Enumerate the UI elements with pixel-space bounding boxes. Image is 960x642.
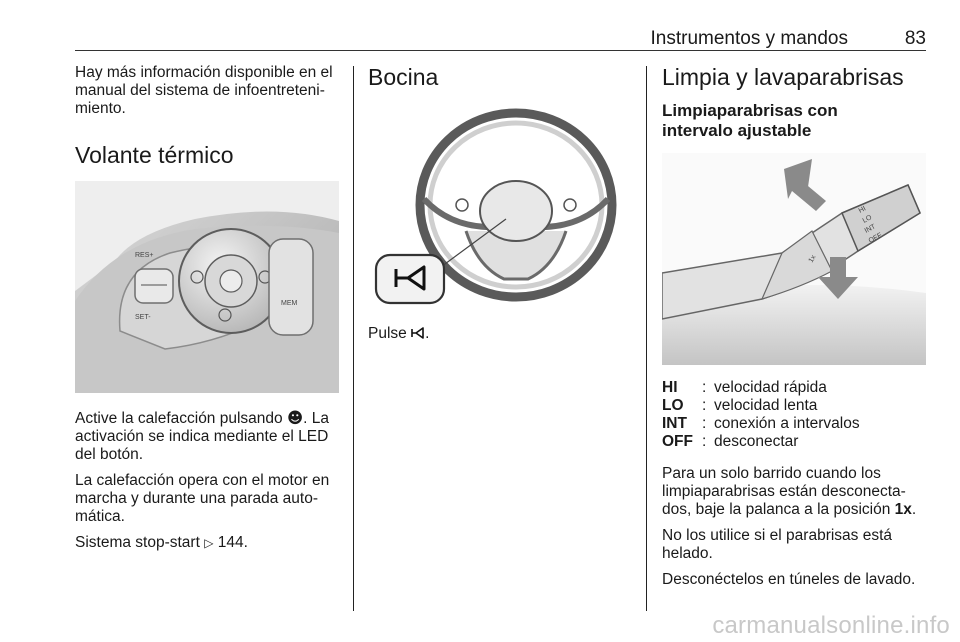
list-item: HI : velocidad rápida (662, 379, 827, 396)
stalk-label-int: INT (863, 223, 877, 235)
wiper-stalk-illustration (662, 153, 926, 365)
single-wipe-text: Para un solo barrido cuando los limpiaparabrisas están desconecta-dos, baje la palanca a la posición 1x. (662, 465, 917, 518)
page-header (75, 28, 926, 51)
mem-label: MEM (281, 300, 298, 307)
set-label: SET- (135, 314, 151, 321)
list-item: LO : velocidad lenta (662, 397, 818, 414)
column-3 (662, 64, 930, 597)
column-1 (75, 64, 343, 560)
subheading-intervalo: Limpiaparabrisas con intervalo ajustable (662, 101, 838, 140)
section-title: Instrumentos y mandos (650, 28, 848, 49)
stalk-label-off: OFF (867, 232, 884, 245)
heading-volante-termico: Volante térmico (75, 142, 234, 168)
heading-limpia: Limpia y lavaparabrisas (662, 64, 904, 90)
res-label: RES+ (135, 252, 154, 259)
stalk-label-lo: LO (861, 214, 874, 225)
column-divider (353, 66, 354, 611)
heated-steering-wheel-illustration (75, 181, 339, 393)
stalk-label-hi: HI (857, 205, 868, 215)
watermark: carmanualsonline.info (712, 612, 950, 639)
intro-text: Hay más información disponible en el manual del sistema de infoentreteni-miento. (75, 64, 333, 117)
stop-start-ref: Sistema stop-start ▷ 144. (75, 534, 248, 551)
horn-text: Pulse . (368, 325, 430, 342)
wiper-positions-list (662, 379, 860, 451)
page-number: 83 (904, 28, 926, 49)
list-item: OFF : desconectar (662, 433, 799, 450)
column-divider (646, 66, 647, 611)
column-2 (368, 64, 636, 351)
horn-steering-wheel-illustration (368, 99, 632, 311)
heated-wheel-icon: ☻ (286, 409, 304, 427)
frozen-warning-text: No los utilice si el parabrisas está helado. (662, 527, 893, 562)
car-wash-text: Desconéctelos en túneles de lavado. (662, 571, 916, 588)
horn-icon (411, 327, 425, 339)
stalk-label-1x: 1x (807, 254, 818, 264)
heading-bocina: Bocina (368, 64, 439, 90)
list-item: INT : conexión a intervalos (662, 415, 860, 432)
page-ref-icon: ▷ (204, 536, 214, 550)
activation-text: Active la calefacción pulsando ☻. La activación se indica mediante el LED del botón. (75, 409, 329, 463)
operation-text: La calefacción opera con el motor en marcha y durante una parada auto-mática. (75, 472, 330, 525)
